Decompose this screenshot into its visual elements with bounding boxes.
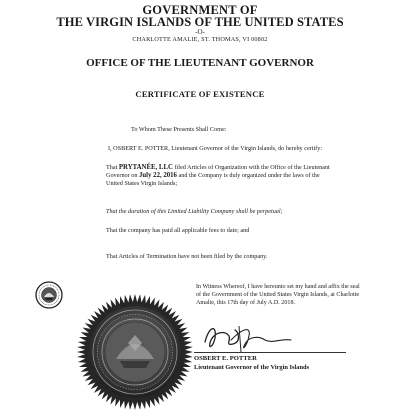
certify-statement: I, OSBERT E. POTTER, Lieutenant Governor of the Virgin Islands, do hereby certify: (108, 145, 323, 152)
filing-date: July 22, 2016 (139, 172, 177, 180)
signatory-title: Lieutenant Governor of the Virgin Islands (194, 364, 310, 371)
body-text-1: That (106, 164, 119, 171)
signatory-name: OSBERT E. POTTER (194, 355, 257, 362)
embossed-gold-seal (76, 293, 194, 411)
witness-paragraph: In Witness Whereof, I have hereunto set my hand and affix the seal of the Government of the United States Virgin Islands, at Charlotte Amalie, this 17th day of July A.D. 2018. (196, 284, 360, 307)
signature-line (194, 352, 346, 353)
body-text-3: and the Company is duly organized under the laws of the United States Virgin Islands; (106, 172, 320, 188)
territory-heading: THE VIRGIN ISLANDS OF THE UNITED STATES (56, 15, 344, 29)
body-text-2: filed Articles of Organization with the Office of the Lieutenant Governor on (106, 164, 330, 180)
fees-paragraph: That the company has paid all applicable fees to date; and (106, 227, 250, 234)
small-emblem-seal (35, 281, 63, 309)
organization-paragraph (106, 164, 338, 188)
certificate-title: CERTIFICATE OF EXISTENCE (135, 89, 265, 99)
header-address: CHARLOTTE AMALIE, ST. THOMAS, VI 00802 (132, 36, 268, 43)
handwritten-signature (195, 322, 295, 356)
office-title: OFFICE OF THE LIEUTENANT GOVERNOR (86, 57, 314, 69)
termination-paragraph: That Articles of Termination have not been filed by the company. (106, 253, 268, 260)
salutation: To Whom These Presents Shall Come: (131, 126, 227, 133)
header-separator: -O- (195, 28, 205, 36)
duration-paragraph: That the duration of this Limited Liability Company shall be perpetual; (106, 208, 283, 215)
company-name: PRYTANÉE, LLC (118, 164, 173, 171)
government-heading: GOVERNMENT OF (142, 3, 258, 17)
